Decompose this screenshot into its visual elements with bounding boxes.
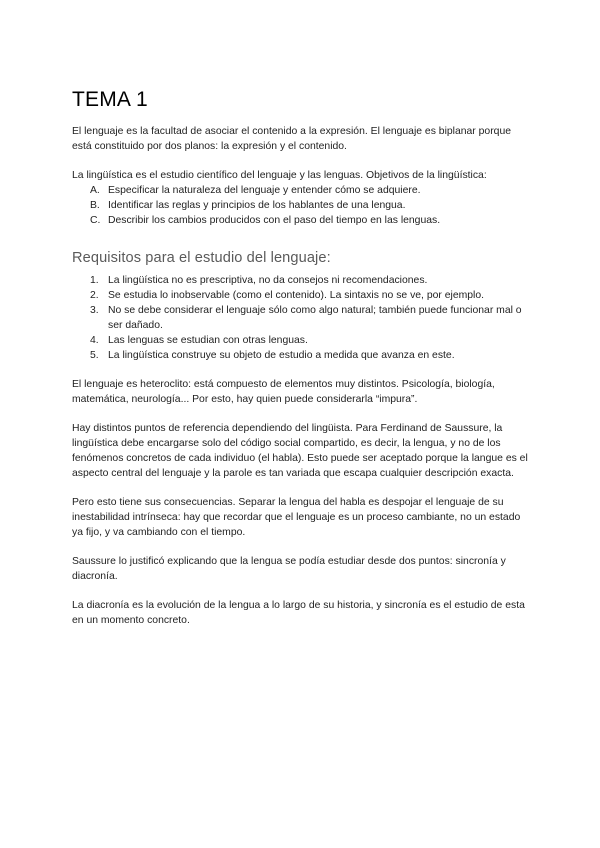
paragraph-intro: El lenguaje es la facultad de asociar el contenido a la expresión. El lenguaje es biplanar porque está constituido por dos planos: la expresión y el contenido. (72, 126, 512, 152)
list-item-text: No se debe considerar el lenguaje sólo como algo natural; también puede funcionar mal o ser dañado. (108, 305, 522, 331)
list-item (72, 288, 530, 303)
list-marker: B. (90, 200, 100, 211)
list-item (72, 183, 530, 198)
list-item-text: Describir los cambios producidos con el paso del tiempo en las lenguas. (108, 215, 441, 226)
list-item-text: La lingüística no es prescriptiva, no da consejos ni recomendaciones. (108, 275, 428, 286)
paragraph-diacronia: La diacronía es la evolución de la lengua a lo largo de su historia, y sincronía es el estudio de esta en un momento concreto. (72, 600, 525, 626)
list-item (72, 273, 530, 288)
paragraph-heteroclito: El lenguaje es heteroclito: está compuesto de elementos muy distintos. Psicología, biología, matemática, neurología... Por esto, hay quien puede considerarla “impura”. (72, 379, 495, 405)
paragraph-justifico: Saussure lo justificó explicando que la lengua se podía estudiar desde dos puntos: sincronía y diacronía. (72, 556, 506, 582)
list-item (72, 303, 530, 333)
list-item-text: Identificar las reglas y principios de los hablantes de una lengua. (108, 200, 406, 211)
paragraph-consecuencias: Pero esto tiene sus consecuencias. Separar la lengua del habla es despojar el lenguaje de su inestabilidad intrínseca: hay que recordar que el lenguaje es un proceso cambiante, no un estado ya fijo, y va cambiando con el tiempo. (72, 497, 521, 538)
paragraph-saussure: Hay distintos puntos de referencia dependiendo del lingüista. Para Ferdinand de Saussure, la lingüística debe encargarse solo del código social compartido, es decir, la lengua, y no de los fenómenos concretos de cada individuo (el habla). Esto puede ser aceptado porque la langue es el aspecto central del lenguaje y la parole es tan variada que escapa cualquier descripción exacta. (72, 423, 528, 479)
list-item-text: Las lenguas se estudian con otras lenguas. (108, 335, 308, 346)
section-heading: Requisitos para el estudio del lenguaje: (72, 250, 331, 266)
requisitos-list (72, 273, 530, 363)
list-item (72, 213, 530, 228)
list-item-text: Especificar la naturaleza del lenguaje y entender cómo se adquiere. (108, 185, 421, 196)
list-marker: 5. (90, 350, 99, 361)
list-item (72, 198, 530, 213)
list-marker: 4. (90, 335, 99, 346)
list-item (72, 333, 530, 348)
list-marker: A. (90, 185, 100, 196)
page-title: TEMA 1 (72, 88, 148, 111)
list-item (72, 348, 530, 363)
objetivos-list (72, 183, 530, 228)
list-marker: 1. (90, 275, 99, 286)
list-marker: 3. (90, 305, 99, 316)
document-page (72, 88, 530, 628)
paragraph-linguistica: La lingüística es el estudio científico del lenguaje y las lenguas. Objetivos de la lingüística: (72, 170, 487, 181)
list-marker: 2. (90, 290, 99, 301)
list-item-text: Se estudia lo inobservable (como el contenido). La sintaxis no se ve, por ejemplo. (108, 290, 485, 301)
list-item-text: La lingüística construye su objeto de estudio a medida que avanza en este. (108, 350, 455, 361)
list-marker: C. (90, 215, 101, 226)
